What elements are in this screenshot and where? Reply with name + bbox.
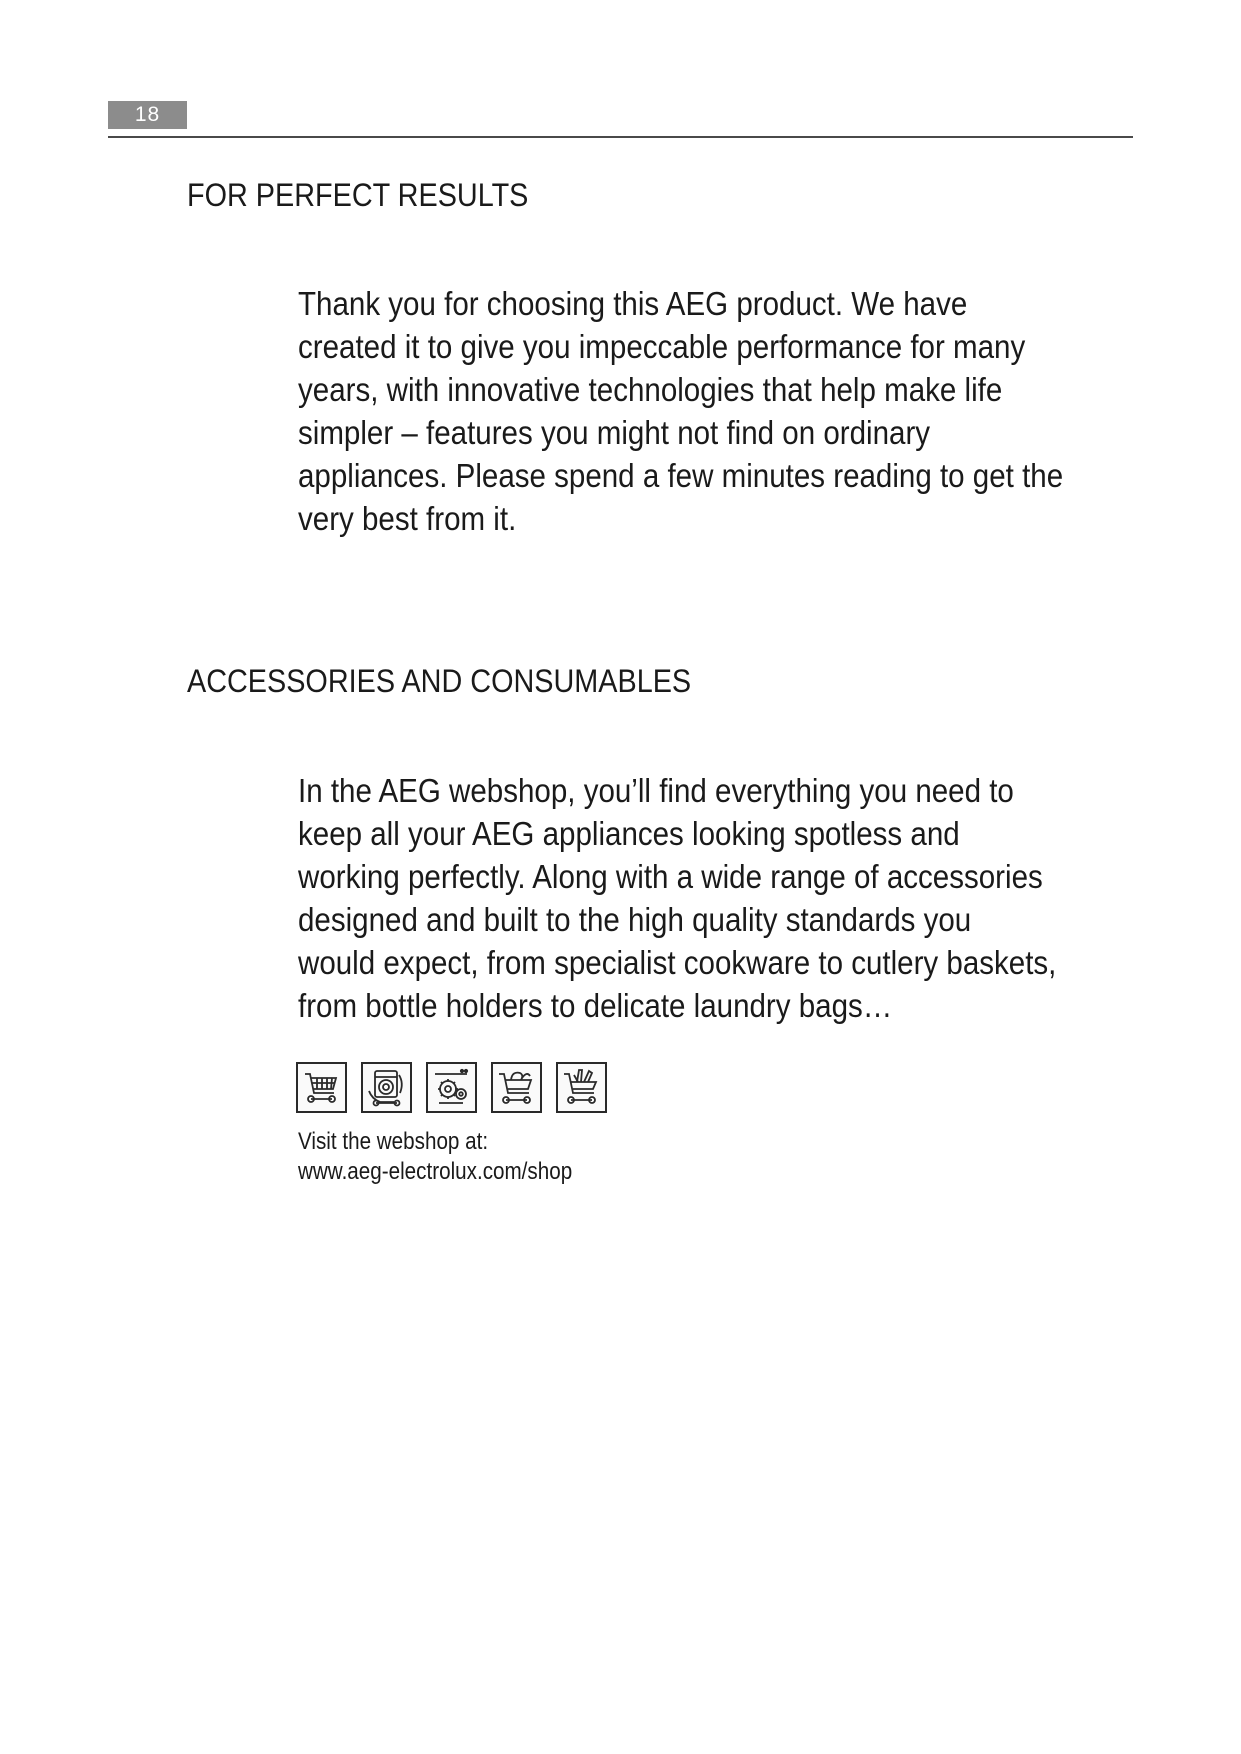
webshop-url-link[interactable]: www.aeg-electrolux.com/shop — [298, 1158, 573, 1185]
washing-machine-cart-icon — [361, 1062, 412, 1113]
header-divider — [108, 136, 1133, 138]
webshop-icon-row — [296, 1062, 607, 1113]
bottles-cart-icon — [556, 1062, 607, 1113]
section-heading-perfect-results: FOR PERFECT RESULTS — [187, 177, 529, 213]
accessories-paragraph: In the AEG webshop, you’ll find everything you need to keep all your AEG appliances looking spotless and working perfectly. Along with a wide range of accessories designed and built to the high quality standards you would expect, from specialist cookware to cutlery baskets, from bottle holders to delicate laundry bags… — [298, 772, 1057, 1024]
intro-paragraph: Thank you for choosing this AEG product. We have created it to give you impeccable performance for many years, with innovative technologies that help make life simpler – features you might not find on ordinary appliances. Please spend a few minutes reading to get the very best from it. — [298, 285, 1064, 537]
cookware-cart-icon — [491, 1062, 542, 1113]
page-number: 18 — [108, 101, 187, 129]
gear-oven-cart-icon — [426, 1062, 477, 1113]
webshop-visit-label: Visit the webshop at: — [298, 1128, 489, 1155]
section-heading-accessories: ACCESSORIES AND CONSUMABLES — [187, 663, 692, 699]
shopping-cart-icon — [296, 1062, 347, 1113]
